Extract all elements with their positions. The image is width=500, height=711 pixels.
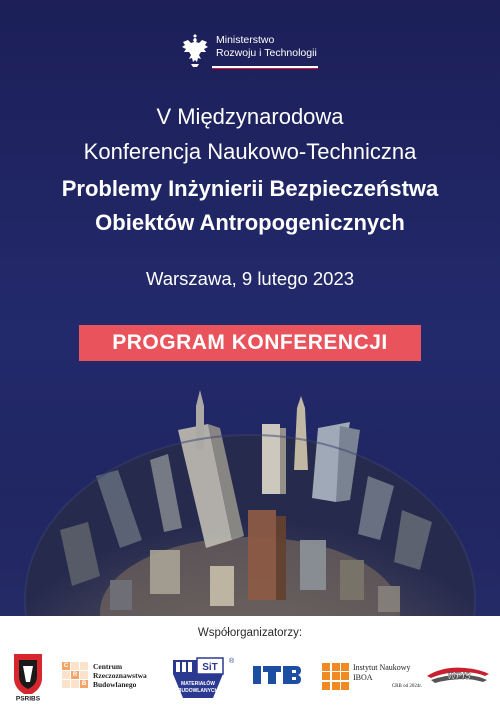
- crb-mark-icon: [62, 662, 88, 688]
- city-globe-image: [0, 390, 500, 616]
- polish-flag-stripe: [212, 66, 318, 69]
- crb-name-line3: Budowlanego: [93, 679, 137, 689]
- iboa-name-sub: CRB od 2024r.: [391, 683, 422, 689]
- iboa-name-main: Instytut Naukowy IBOA: [353, 662, 411, 682]
- crb-letter-r: R: [72, 672, 78, 678]
- crb-logo: [62, 658, 166, 692]
- psribs-logo: [10, 652, 46, 702]
- smb-badge: SiT: [202, 662, 218, 673]
- program-banner: PROGRAM KONFERENCJI: [79, 325, 421, 361]
- crb-name: [93, 662, 147, 689]
- ministry-name-line1: Ministerstwo: [216, 34, 275, 46]
- itb-logo: [252, 664, 302, 686]
- crb-name-line1: Centrum: [93, 661, 123, 671]
- coorganizers-label: Współorganizatorzy:: [197, 627, 303, 639]
- iboa-logo: [322, 658, 422, 694]
- conference-title-line1: Problemy Inżynierii Bezpieczeństwa: [61, 176, 439, 201]
- iboa-mark-icon: [322, 663, 349, 690]
- psribs-text: PSRIBS: [15, 695, 41, 702]
- smb-registered: ®: [229, 658, 235, 665]
- conference-ordinal: V Międzynarodowa: [156, 104, 344, 129]
- place-date: Warszawa, 9 lutego 2023: [145, 268, 355, 289]
- white-eagle-emblem-icon: [180, 34, 210, 68]
- ministry-name-line2: Rozwoju i Technologii: [216, 46, 317, 59]
- conference-title-line2: Obiektów Antropogenicznych: [95, 210, 405, 235]
- crb-name-line2: Rzeczoznawstwa: [93, 670, 147, 680]
- smb-logo: [171, 654, 235, 700]
- smb-line2: BUDOWLANYCH: [177, 688, 219, 694]
- ministry-logo: [180, 34, 317, 68]
- crb-letter-c: C: [63, 663, 69, 669]
- iboa-name: [353, 663, 422, 690]
- wpis-text: WPIS: [447, 671, 471, 681]
- coorganizers-section: [0, 616, 500, 711]
- smb-line1: MATERIAŁÓW: [180, 681, 216, 687]
- crb-letter-b: B: [81, 681, 87, 687]
- ministry-name: [216, 34, 317, 59]
- conference-type: Konferencja Naukowo-Techniczna: [83, 139, 417, 164]
- wpis-logo: [425, 664, 491, 686]
